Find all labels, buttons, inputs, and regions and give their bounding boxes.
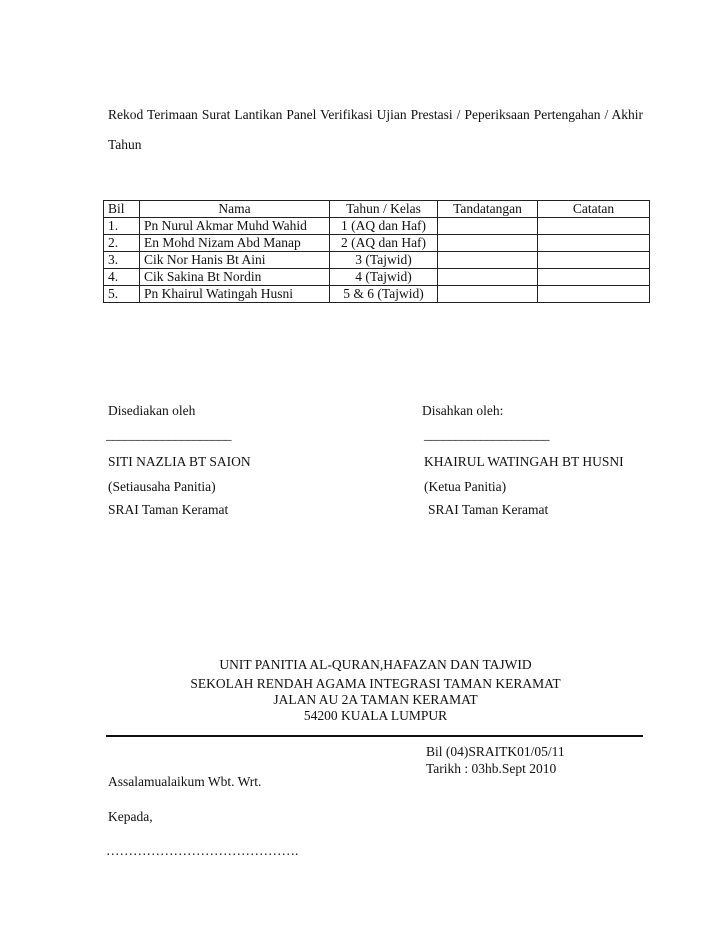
- row-catatan[interactable]: [538, 252, 650, 269]
- reference-number: Bil (04)SRAITK01/05/11: [426, 744, 565, 759]
- letterhead-school: SEKOLAH RENDAH AGAMA INTEGRASI TAMAN KERAMAT: [190, 676, 561, 691]
- row-catatan[interactable]: [538, 286, 650, 303]
- prepared-org: SRAI Taman Keramat: [108, 502, 229, 517]
- header-nama: Nama: [140, 201, 330, 218]
- row-bil: 1.: [104, 218, 140, 235]
- letter-date: Tarikh : 03hb.Sept 2010: [426, 761, 557, 776]
- row-kelas: 1 (AQ dan Haf): [330, 218, 438, 235]
- prepared-signature-line: ____________________: [106, 427, 231, 442]
- header-tandatangan: Tandatangan: [438, 201, 538, 218]
- row-kelas: 4 (Tajwid): [330, 269, 438, 286]
- kepada-label: Kepada,: [108, 809, 153, 824]
- letterhead-city: 54200 KUALA LUMPUR: [303, 708, 448, 723]
- table-row: [104, 235, 650, 252]
- row-kelas: 2 (AQ dan Haf): [330, 235, 438, 252]
- row-nama: Pn Nurul Akmar Muhd Wahid: [140, 218, 330, 235]
- letterhead-unit: UNIT PANITIA AL-QURAN,HAFAZAN DAN TAJWID: [219, 657, 532, 672]
- row-tandatangan[interactable]: [438, 252, 538, 269]
- greeting: Assalamualaikum Wbt. Wrt.: [108, 774, 262, 789]
- letterhead-divider: [106, 735, 643, 737]
- letterhead-street: JALAN AU 2A TAMAN KERAMAT: [273, 692, 478, 707]
- approved-role: (Ketua Panitia): [424, 479, 507, 494]
- row-nama: Cik Sakina Bt Nordin: [140, 269, 330, 286]
- table-row: [104, 252, 650, 269]
- row-bil: 3.: [104, 252, 140, 269]
- row-catatan[interactable]: [538, 235, 650, 252]
- row-kelas: 3 (Tajwid): [330, 252, 438, 269]
- table-row: [104, 286, 650, 303]
- table-row: [104, 269, 650, 286]
- row-catatan[interactable]: [538, 269, 650, 286]
- record-table: [103, 200, 650, 303]
- row-nama: En Mohd Nizam Abd Manap: [140, 235, 330, 252]
- approved-signature-line: ____________________: [424, 427, 549, 442]
- row-tandatangan[interactable]: [438, 235, 538, 252]
- row-tandatangan[interactable]: [438, 269, 538, 286]
- prepared-label: Disediakan oleh: [108, 403, 196, 418]
- prepared-name: SITI NAZLIA BT SAION: [108, 454, 251, 469]
- row-bil: 5.: [104, 286, 140, 303]
- document-title: Rekod Terimaan Surat Lantikan Panel Verifikasi Ujian Prestasi / Peperiksaan Pertengahan / Akhir Tahun: [108, 107, 643, 152]
- row-catatan[interactable]: [538, 218, 650, 235]
- row-bil: 4.: [104, 269, 140, 286]
- row-tandatangan[interactable]: [438, 218, 538, 235]
- row-nama: Pn Khairul Watingah Husni: [140, 286, 330, 303]
- approved-org: SRAI Taman Keramat: [428, 502, 549, 517]
- row-nama: Cik Nor Hanis Bt Aini: [140, 252, 330, 269]
- recipient-line: …………………………………….: [106, 843, 299, 858]
- row-tandatangan[interactable]: [438, 286, 538, 303]
- table-row: [104, 218, 650, 235]
- table-header-row: [104, 201, 650, 218]
- header-tahun-kelas: Tahun / Kelas: [330, 201, 438, 218]
- approved-name: KHAIRUL WATINGAH BT HUSNI: [424, 454, 624, 469]
- row-bil: 2.: [104, 235, 140, 252]
- approved-label: Disahkan oleh:: [422, 403, 504, 418]
- header-bil: Bil: [104, 201, 140, 218]
- header-catatan: Catatan: [538, 201, 650, 218]
- row-kelas: 5 & 6 (Tajwid): [330, 286, 438, 303]
- prepared-role: (Setiausaha Panitia): [108, 479, 216, 494]
